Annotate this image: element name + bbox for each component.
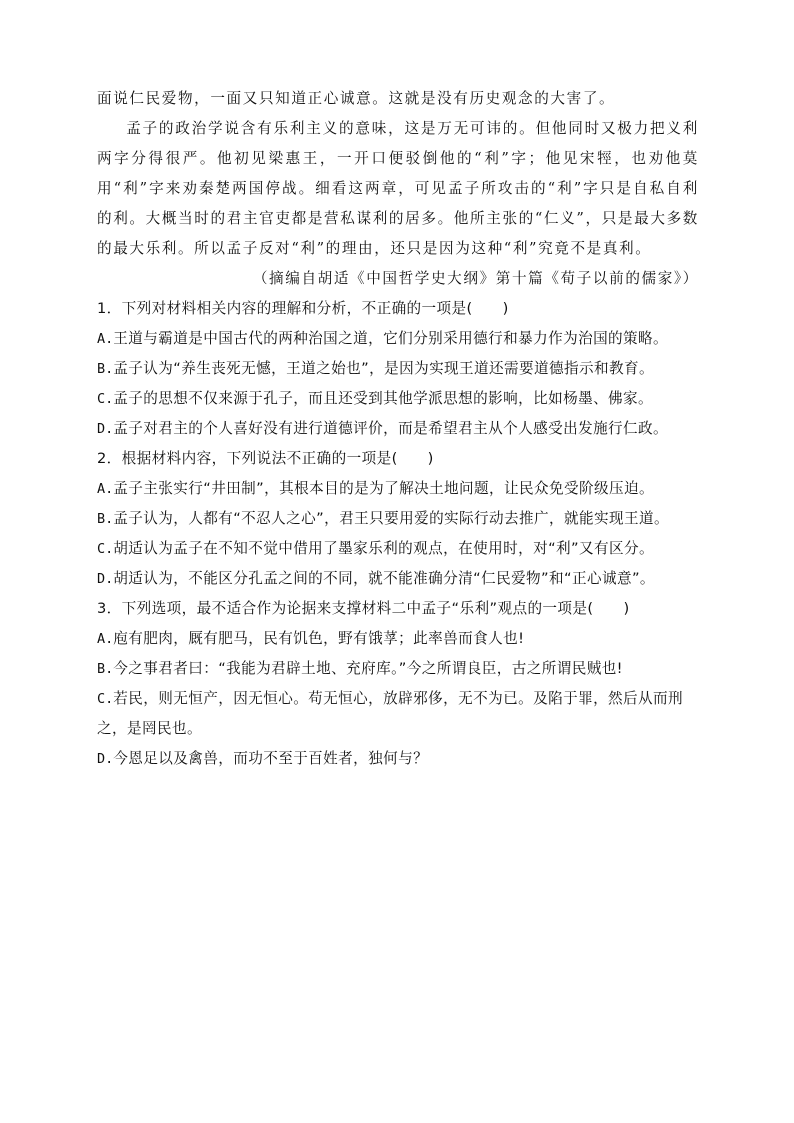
option-a[interactable] xyxy=(97,624,699,654)
option-text: 胡适认为孟子在不知不觉中借用了墨家乐利的观点，在使用时，对“利”又有区分。 xyxy=(113,540,654,557)
exam-page xyxy=(97,84,699,774)
option-text: 胡适认为，不能区分孔孟之间的不同，就不能准确分清“仁民爱物”和“正心诚意”。 xyxy=(113,570,655,587)
option-text: 庖有肥肉，厩有肥马，民有饥色，野有饿莩；此率兽而食人也! xyxy=(113,630,525,647)
option-c[interactable] xyxy=(97,534,699,564)
option-label: D. xyxy=(97,571,114,587)
option-label: C. xyxy=(97,691,114,707)
option-a[interactable] xyxy=(97,324,699,354)
option-c[interactable] xyxy=(97,684,699,744)
question-2 xyxy=(97,444,699,594)
option-b[interactable] xyxy=(97,354,699,384)
option-c[interactable] xyxy=(97,384,699,414)
option-label: B. xyxy=(97,361,114,377)
option-label: D. xyxy=(97,421,114,437)
question-stem: 1．下列对材料相关内容的理解和分析，不正确的一项是( ) xyxy=(97,300,509,317)
passage-paragraph-2: 孟子的政治学说含有乐利主义的意味，这是万无可讳的。但他同时又极力把义利两字分得很严。他初见梁惠王，一开口便驳倒他的“利”字；他见宋牼，也劝他莫用“利”字来劝秦楚两国停战。细看这两章，可见孟子所攻击的“利”字只是自私自利的利。大概当时的君主官吏都是营私谋利的居多。他所主张的“仁义”，只是最大多数的最大乐利。所以孟子反对“利”的理由，还只是因为这种“利”究竟不是真利。 xyxy=(97,120,699,257)
option-text: 孟子认为“养生丧死无憾，王道之始也”，是因为实现王道还需要道德指示和教育。 xyxy=(113,360,654,377)
option-b[interactable] xyxy=(97,654,699,684)
option-label: C. xyxy=(97,391,114,407)
question-stem: 2．根据材料内容，下列说法不正确的一项是( ) xyxy=(97,450,434,467)
question-stem: 3．下列选项，最不适合作为论据来支撑材料二中孟子“乐利”观点的一项是( ) xyxy=(97,600,630,617)
option-text: 孟子主张实行“井田制”，其根本目的是为了解决土地问题，让民众免受阶级压迫。 xyxy=(113,480,654,497)
option-label: B. xyxy=(97,511,114,527)
question-1 xyxy=(97,294,699,444)
passage-line-1: 面说仁民爱物，一面又只知道正心诚意。这就是没有历史观念的大害了。 xyxy=(97,90,616,107)
option-text: 今之事君者曰：“我能为君辟土地、充府库。”今之所谓良臣，古之所谓民贼也! xyxy=(113,660,623,677)
option-b[interactable] xyxy=(97,504,699,534)
option-d[interactable] xyxy=(97,744,699,774)
option-label: C. xyxy=(97,541,114,557)
option-text: 若民，则无恒产，因无恒心。苟无恒心，放辟邪侈，无不为已。及陷于罪，然后从而刑之，是罔民也。 xyxy=(97,690,684,737)
option-label: B. xyxy=(97,661,114,677)
option-label: A. xyxy=(97,631,114,647)
option-text: 今恩足以及禽兽，而功不至于百姓者，独何与？ xyxy=(113,750,429,767)
option-label: A. xyxy=(97,481,114,497)
option-a[interactable] xyxy=(97,474,699,504)
option-d[interactable] xyxy=(97,414,699,444)
option-d[interactable] xyxy=(97,564,699,594)
option-text: 王道与霸道是中国古代的两种治国之道，它们分别采用德行和暴力作为治国的策略。 xyxy=(113,330,669,347)
passage-source: （摘编自胡适《中国哲学史大纲》第十篇《荀子以前的儒家》） xyxy=(252,270,699,287)
option-text: 孟子对君主的个人喜好没有进行道德评价，而是希望君主从个人感受出发施行仁政。 xyxy=(113,420,669,437)
option-label: D. xyxy=(97,751,114,767)
option-text: 孟子认为，人都有“不忍人之心”，君王只要用爱的实际行动去推广，就能实现王道。 xyxy=(113,510,669,527)
question-3 xyxy=(97,594,699,774)
option-text: 孟子的思想不仅来源于孔子，而且还受到其他学派思想的影响，比如杨墨、佛家。 xyxy=(113,390,654,407)
option-label: A. xyxy=(97,331,114,347)
